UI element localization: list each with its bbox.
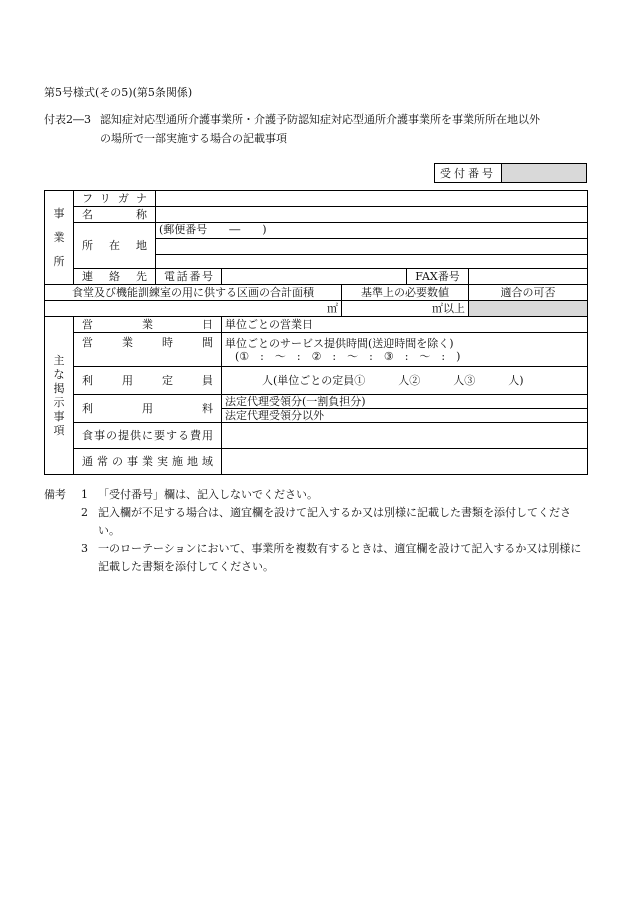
required-unit: ㎡以上 <box>432 302 465 315</box>
note-number: 1 <box>81 488 88 501</box>
note-text: 「受付番号」欄は、記入しないでください。 <box>98 488 318 501</box>
receipt-number-label: 受付番号 <box>435 164 502 182</box>
meal-cost-label: 食事の提供に要する費用 <box>74 423 222 449</box>
fee-label: 利用料 <box>74 395 222 423</box>
notes <box>44 486 589 576</box>
office-section-label: 事業所 <box>45 191 74 285</box>
address-label: 所在地 <box>74 223 156 269</box>
business-hours-slots: (① : ～ : ② : ～ : ③ : ～ : ) <box>235 349 461 363</box>
suitability-label: 適合の可否 <box>469 285 588 301</box>
annex-title-line1: 認知症対応型通所介護事業所・介護予防認知症対応型通所介護事業所を事業所所在地以外 <box>100 113 540 126</box>
note-2 <box>44 504 589 540</box>
annex-label: 付表2―3 <box>44 113 91 126</box>
business-hours-label: 営業時間 <box>74 333 222 367</box>
capacity-field[interactable]: 人(単位ごとの定員① 人② 人③ 人) <box>222 367 588 395</box>
phone-field[interactable] <box>222 269 407 285</box>
address-field[interactable] <box>156 239 588 255</box>
note-text: 一のローテーションにおいて、事業所を複数有するときは、適宜欄を設けて記入するか又は別様に記載した書類を添付してください。 <box>98 542 582 573</box>
items-section-label: 主な掲示事項 <box>45 317 74 475</box>
phone-label: 電話番号 <box>156 269 222 285</box>
furigana-label: フリガナ <box>74 191 156 207</box>
address-field-2[interactable] <box>156 255 588 269</box>
business-hours-field[interactable] <box>222 333 588 367</box>
fee-field-statutory[interactable]: 法定代理受領分(一割負担分) <box>222 395 588 409</box>
notes-label: 備考 <box>44 488 66 501</box>
service-area-field[interactable] <box>222 449 588 475</box>
business-days-field[interactable]: 単位ごとの営業日 <box>222 317 588 333</box>
area-label: 食堂及び機能訓練室の用に供する区画の合計面積 <box>45 285 342 301</box>
service-area-label: 通常の事業実施地域 <box>74 449 222 475</box>
form-table <box>44 190 588 475</box>
note-text: 記入欄が不足する場合は、適宜欄を設けて記入するか又は別様に記載した書類を添付してください。 <box>98 506 571 537</box>
capacity-label: 利用定員 <box>74 367 222 395</box>
business-hours-description: 単位ごとのサービス提供時間(送迎時間を除く) <box>225 336 454 350</box>
area-unit: ㎡ <box>327 302 338 315</box>
office-name-field[interactable] <box>156 207 588 223</box>
furigana-field[interactable] <box>156 191 588 207</box>
receipt-number-field[interactable] <box>502 164 586 182</box>
required-value-field[interactable] <box>342 301 469 317</box>
form-title: 第5号様式(その5)(第5条関係) <box>44 86 193 99</box>
suitability-field <box>469 301 588 317</box>
receipt-number-box <box>434 163 587 183</box>
required-value-label: 基準上の必要数値 <box>342 285 469 301</box>
fee-field-other[interactable]: 法定代理受領分以外 <box>222 409 588 423</box>
contact-label: 連絡先 <box>74 269 156 285</box>
meal-cost-field[interactable] <box>222 423 588 449</box>
annex-title-line2: の場所で一部実施する場合の記載事項 <box>100 132 287 145</box>
fax-label: FAX番号 <box>407 269 469 285</box>
postal-code-prefix: (郵便番号 ― ) <box>159 223 267 236</box>
business-days-label: 営業日 <box>74 317 222 333</box>
area-value-field[interactable] <box>45 301 342 317</box>
office-name-label: 名 称 <box>74 207 156 223</box>
note-number: 2 <box>81 506 88 519</box>
note-number: 3 <box>81 542 88 555</box>
postal-code-line[interactable] <box>156 223 588 239</box>
fax-field[interactable] <box>469 269 588 285</box>
note-1 <box>44 486 589 504</box>
note-3 <box>44 540 589 576</box>
